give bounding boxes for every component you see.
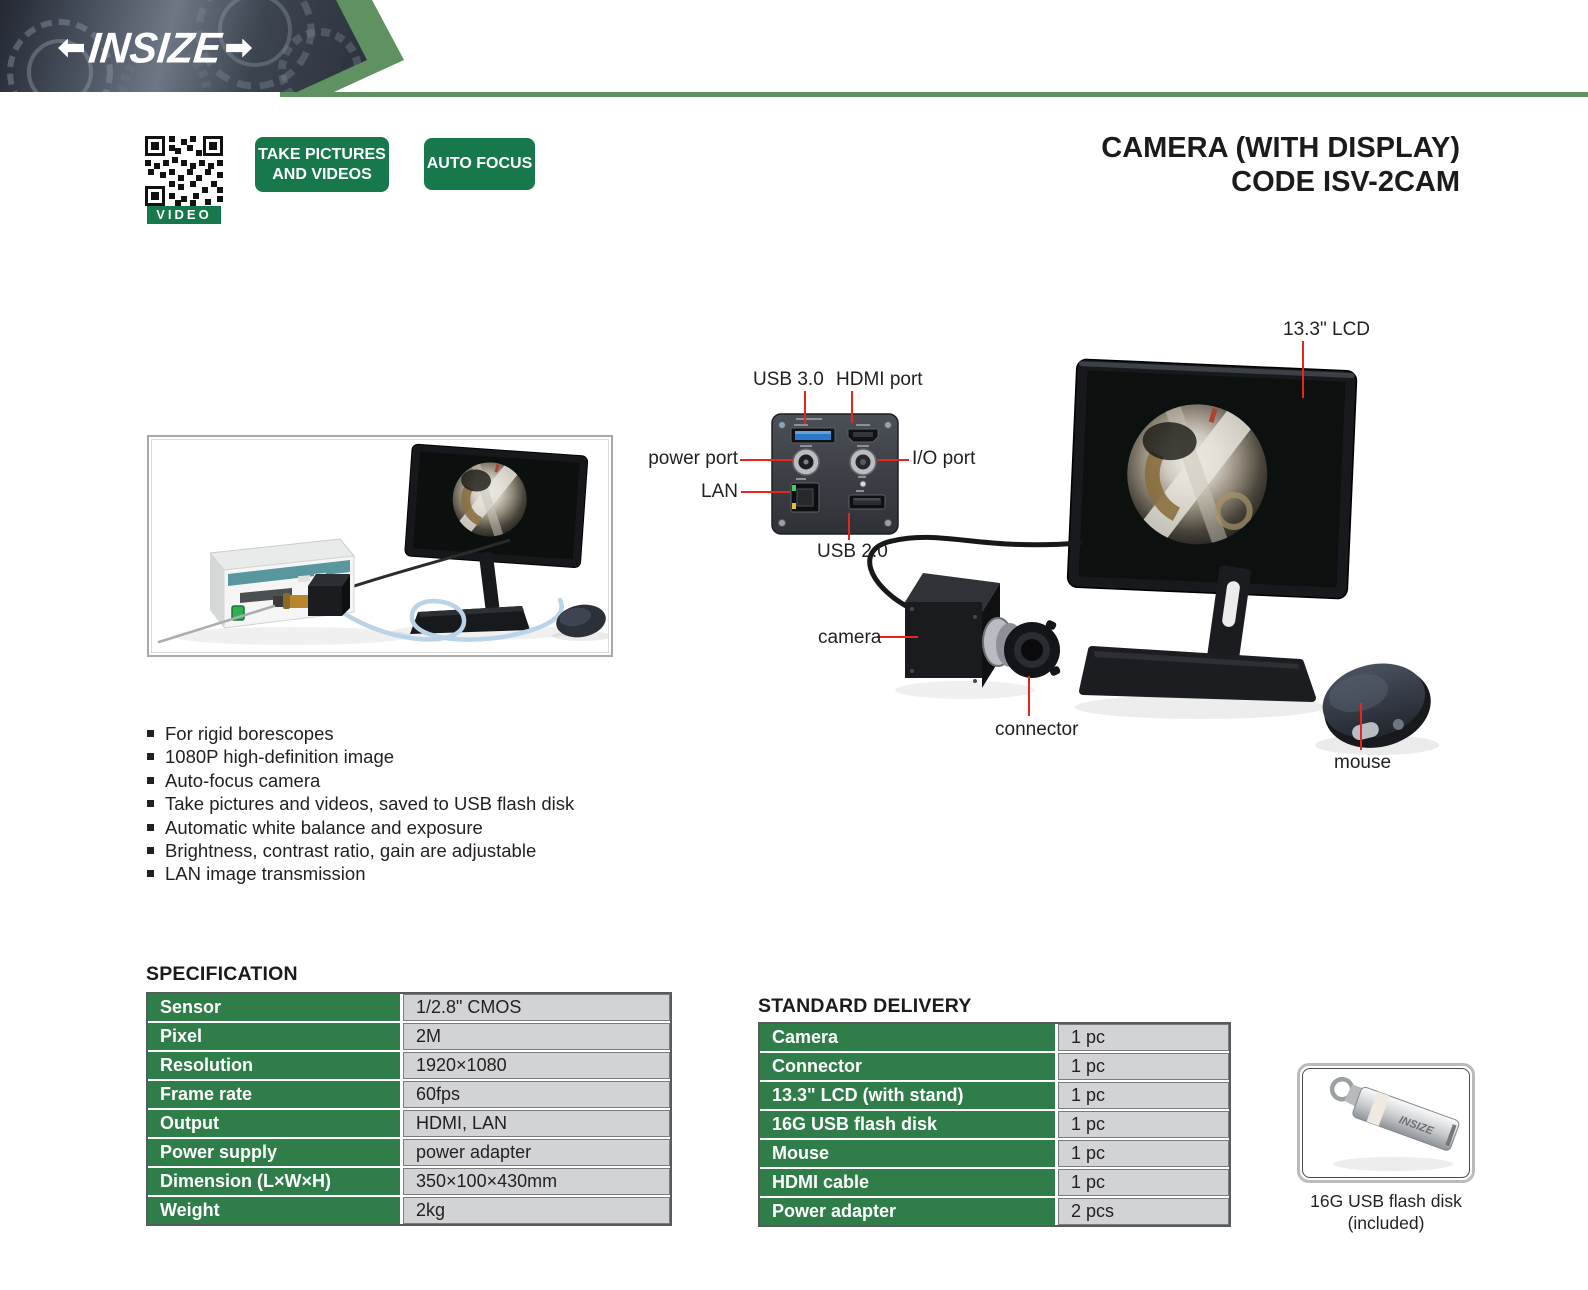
spec-value: 1/2.8" CMOS — [403, 994, 670, 1021]
leader-usb3 — [804, 391, 806, 424]
feature-text: Automatic white balance and exposure — [165, 816, 483, 838]
usb-caption-line-1: 16G USB flash disk — [1310, 1191, 1462, 1211]
leader-power — [740, 459, 793, 461]
spec-value: 60fps — [403, 1081, 670, 1108]
badge-auto-focus — [424, 138, 535, 190]
callout-lcd: 13.3" LCD — [1283, 319, 1371, 340]
insize-logo — [58, 23, 252, 72]
delivery-qty: 1 pc — [1058, 1024, 1229, 1051]
callout-usb3: USB 3.0 — [753, 369, 824, 390]
camera-cube — [905, 573, 1024, 688]
callout-io: I/O port — [912, 448, 976, 469]
logo-right-arrow-icon — [226, 39, 252, 58]
feature-item — [147, 792, 574, 815]
callout-connector: connector — [995, 719, 1079, 740]
setup-scene — [152, 440, 609, 653]
specification-table — [146, 992, 672, 1226]
table-row — [148, 1197, 670, 1224]
feature-item — [147, 839, 574, 862]
video-label: VIDEO — [147, 206, 221, 224]
spec-label: Output — [148, 1110, 400, 1137]
badge-line: AND VIDEOS — [272, 165, 372, 183]
delivery-qty: 1 pc — [1058, 1169, 1229, 1196]
spec-value: 1920×1080 — [403, 1052, 670, 1079]
title-line-1: CAMERA (WITH DISPLAY) — [1101, 132, 1460, 164]
delivery-item: 16G USB flash disk — [760, 1111, 1055, 1138]
spec-value: 2M — [403, 1023, 670, 1050]
spec-value: HDMI, LAN — [403, 1110, 670, 1137]
table-row — [760, 1111, 1229, 1138]
spec-label: Power supply — [148, 1139, 400, 1166]
spec-label: Dimension (L×W×H) — [148, 1168, 400, 1195]
table-row — [148, 1081, 670, 1108]
spec-value: 2kg — [403, 1197, 670, 1224]
leader-mouse — [1360, 703, 1362, 750]
table-row — [148, 1110, 670, 1137]
table-row — [760, 1169, 1229, 1196]
usb-flash-disk-illustration — [1303, 1069, 1470, 1178]
spec-label: Resolution — [148, 1052, 400, 1079]
system-setup-photo — [147, 435, 613, 657]
leader-hdmi — [851, 391, 853, 423]
table-row — [148, 1139, 670, 1166]
callout-lan: LAN — [701, 481, 738, 502]
table-row — [760, 1140, 1229, 1167]
feature-item — [147, 816, 574, 839]
callout-hdmi: HDMI port — [836, 369, 923, 390]
spec-value: power adapter — [403, 1139, 670, 1166]
badge-take-pictures — [255, 137, 389, 192]
usb-flash-caption — [1277, 1190, 1495, 1234]
left-monitor — [405, 440, 589, 568]
delivery-item: 13.3" LCD (with stand) — [760, 1082, 1055, 1109]
table-row — [760, 1198, 1229, 1225]
feature-item — [147, 769, 574, 792]
delivery-heading: STANDARD DELIVERY — [758, 995, 972, 1017]
delivery-item: Connector — [760, 1053, 1055, 1080]
delivery-item: HDMI cable — [760, 1169, 1055, 1196]
leader-connector — [1028, 676, 1030, 716]
title-line-2: CODE ISV-2CAM — [1231, 166, 1460, 198]
leader-camera — [877, 636, 918, 638]
feature-item — [147, 862, 574, 885]
lcd-monitor — [1067, 359, 1357, 599]
page-title — [1101, 131, 1460, 199]
table-row — [760, 1082, 1229, 1109]
logo-left-arrow-icon — [58, 39, 84, 58]
spec-label: Frame rate — [148, 1081, 400, 1108]
usb-flash-disk-photo — [1297, 1063, 1475, 1183]
table-row — [148, 1168, 670, 1195]
feature-text: For rigid borescopes — [165, 723, 334, 744]
spec-label: Pixel — [148, 1023, 400, 1050]
feature-text: 1080P high-definition image — [165, 746, 395, 768]
delivery-qty: 1 pc — [1058, 1140, 1229, 1167]
table-row — [148, 1052, 670, 1079]
banner-rule-line — [280, 92, 1588, 97]
leader-lan — [741, 491, 790, 493]
delivery-item: Camera — [760, 1024, 1055, 1051]
delivery-item: Power adapter — [760, 1198, 1055, 1225]
callout-mouse: mouse — [1334, 752, 1392, 773]
delivery-table — [758, 1022, 1231, 1227]
callout-camera: camera — [818, 627, 882, 648]
specification-heading: SPECIFICATION — [146, 963, 298, 985]
feature-text: Auto-focus camera — [165, 769, 321, 791]
feature-item — [147, 745, 574, 768]
badge-line: TAKE PICTURES — [258, 145, 386, 163]
table-row — [148, 1023, 670, 1050]
usb-caption-line-2: (included) — [1347, 1213, 1425, 1233]
feature-item — [147, 722, 574, 745]
feature-text: Brightness, contrast ratio, gain are adjustable — [165, 840, 537, 862]
feature-text: LAN image transmission — [165, 863, 366, 885]
delivery-qty: 1 pc — [1058, 1111, 1229, 1138]
feature-list — [147, 722, 574, 886]
leader-lcd — [1302, 341, 1304, 398]
lcd-system-illustration — [850, 345, 1460, 790]
delivery-qty: 1 pc — [1058, 1082, 1229, 1109]
leader-io — [877, 459, 909, 461]
qr-code — [145, 136, 223, 206]
svg-text:INSIZE: INSIZE — [1397, 1114, 1435, 1138]
callout-usb2: USB 2.0 — [817, 541, 888, 562]
callout-power: power port — [648, 448, 738, 469]
delivery-item: Mouse — [760, 1140, 1055, 1167]
spec-label: Sensor — [148, 994, 400, 1021]
spec-value: 350×100×430mm — [403, 1168, 670, 1195]
brand-name: INSIZE — [86, 23, 224, 72]
feature-text: Take pictures and videos, saved to USB flash disk — [165, 793, 575, 815]
spec-label: Weight — [148, 1197, 400, 1224]
leader-usb2 — [848, 513, 850, 540]
delivery-qty: 1 pc — [1058, 1053, 1229, 1080]
table-row — [148, 994, 670, 1021]
table-row — [760, 1024, 1229, 1051]
badge-line: AUTO FOCUS — [426, 155, 533, 172]
table-row — [760, 1053, 1229, 1080]
delivery-qty: 2 pcs — [1058, 1198, 1229, 1225]
